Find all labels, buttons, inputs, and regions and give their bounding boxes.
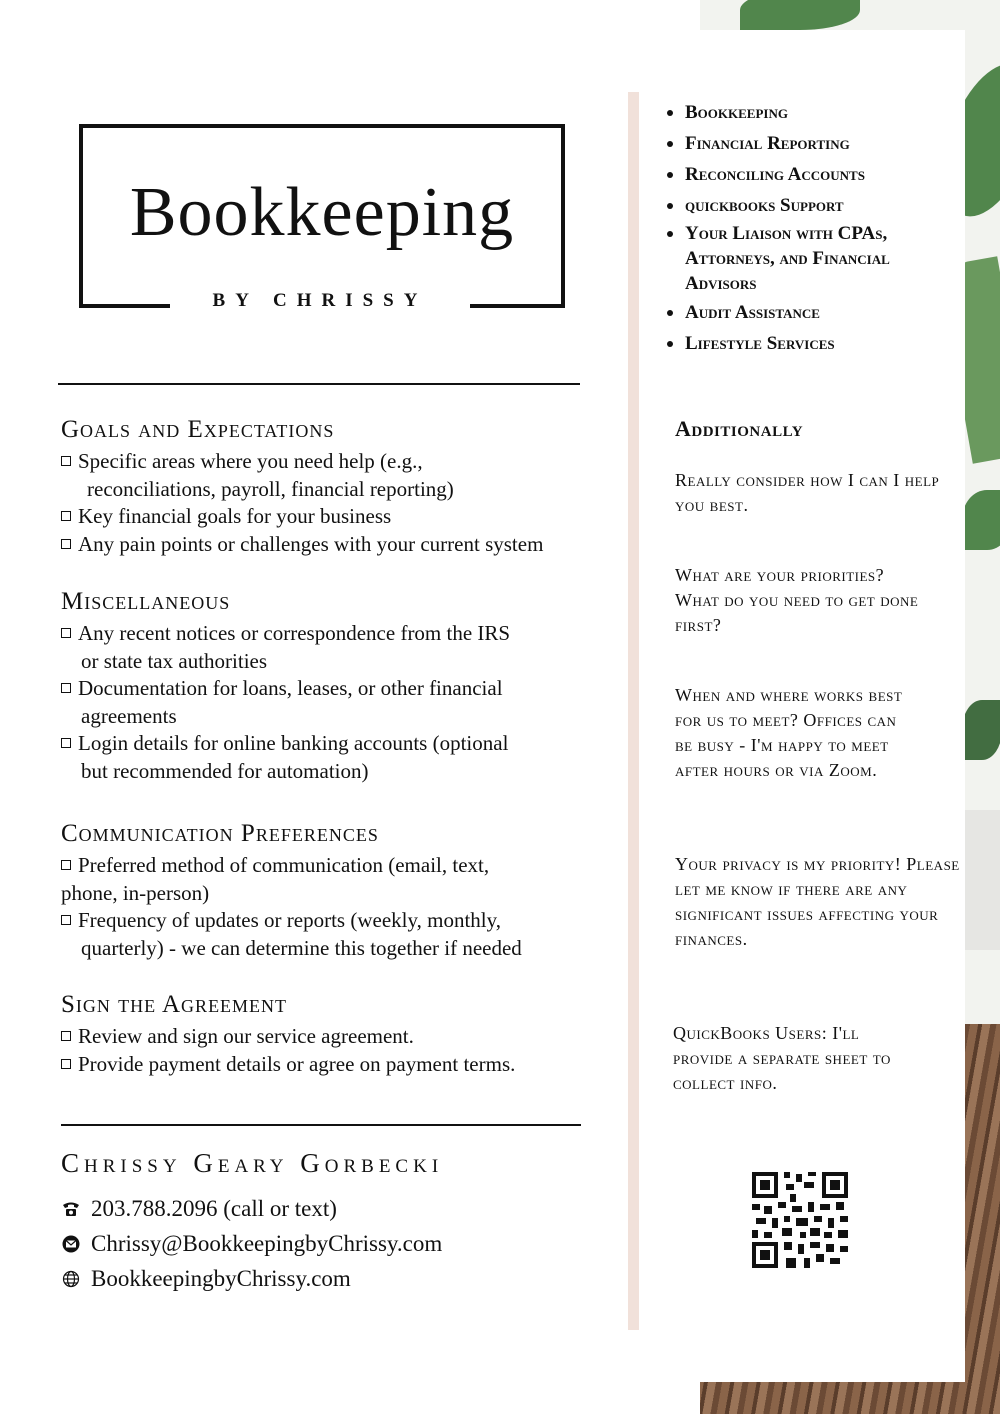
service-item: quickbooks Support <box>665 193 965 218</box>
phone-icon <box>61 1199 81 1219</box>
contact-phone[interactable]: 203.788.2096 (call or text) <box>61 1196 337 1222</box>
section-title: Sign the Agreement <box>61 991 288 1018</box>
service-item: Lifestyle Services <box>665 331 965 356</box>
checkbox-icon[interactable] <box>61 1031 71 1041</box>
checkbox-icon[interactable] <box>61 539 71 549</box>
checkbox-icon[interactable] <box>61 860 71 870</box>
checklist-item: Documentation for loans, leases, or other financial agreements <box>61 675 621 730</box>
section-agreement <box>61 991 621 1078</box>
services-list <box>665 100 965 356</box>
column-divider <box>628 92 639 1330</box>
logo-title: Bookkeeping <box>129 174 515 251</box>
checkbox-icon[interactable] <box>61 683 71 693</box>
section-goals <box>61 416 621 558</box>
service-item: Your Liaison with CPAs, Attorneys, and Financial Advisors <box>665 221 940 296</box>
checklist-item: Provide payment details or agree on payment terms. <box>61 1051 621 1079</box>
note: Really consider how I can I help you best. <box>675 470 940 515</box>
note: Your privacy is my priority! Please let me know if there are any significant issues affecting your finances. <box>675 854 960 949</box>
checklist-item: Specific areas where you need help (e.g., reconciliations, payroll, financial reporting) <box>61 448 621 503</box>
mail-icon <box>61 1234 81 1254</box>
globe-icon <box>61 1269 81 1289</box>
checkbox-icon[interactable] <box>61 511 71 521</box>
additionally-title: Additionally <box>675 416 804 441</box>
section-title: Goals and Expectations <box>61 416 335 443</box>
checkbox-icon[interactable] <box>61 1059 71 1069</box>
checkbox-icon[interactable] <box>61 456 71 466</box>
checkbox-icon[interactable] <box>61 915 71 925</box>
section-title: Communication Preferences <box>61 820 379 847</box>
divider-line <box>58 383 580 385</box>
divider-line <box>61 1124 581 1126</box>
service-item: Bookkeeping <box>665 100 965 125</box>
contact-website[interactable]: BookkeepingbyChrissy.com <box>61 1266 351 1292</box>
checkbox-icon[interactable] <box>61 628 71 638</box>
checklist-item: Preferred method of communication (email, text, phone, in-person) <box>61 853 490 905</box>
service-item: Audit Assistance <box>665 300 965 325</box>
checklist-item: Any recent notices or correspondence from the IRS or state tax authorities <box>61 620 621 675</box>
checklist-item: Key financial goals for your business <box>61 503 621 531</box>
note: QuickBooks Users: I'll provide a separate sheet to collect info. <box>673 1023 891 1093</box>
service-item: Reconciling Accounts <box>665 162 965 187</box>
logo-subtitle: BY CHRISSY <box>212 290 428 311</box>
section-miscellaneous <box>61 588 621 785</box>
section-title: Miscellaneous <box>61 588 231 615</box>
section-communication <box>61 820 621 962</box>
service-item: Financial Reporting <box>665 131 965 156</box>
checklist-item: Review and sign our service agreement. <box>61 1023 621 1051</box>
checklist-item: Any pain points or challenges with your current system <box>61 531 621 559</box>
checkbox-icon[interactable] <box>61 738 71 748</box>
contact-email[interactable]: Chrissy@BookkeepingbyChrissy.com <box>61 1231 442 1257</box>
note: When and where works best for us to meet? Offices can be busy - I'm happy to meet after hours or via Zoom. <box>675 685 903 780</box>
checklist-item: Frequency of updates or reports (weekly, monthly, quarterly) - we can determine this together if needed <box>61 907 621 962</box>
qr-code[interactable] <box>752 1172 848 1268</box>
note: What are your priorities? What do you need to get done first? <box>675 565 919 635</box>
contact-name: Chrissy Geary Gorbecki <box>61 1148 444 1178</box>
checklist-item: Login details for online banking accounts (optional but recommended for automation) <box>61 730 621 785</box>
